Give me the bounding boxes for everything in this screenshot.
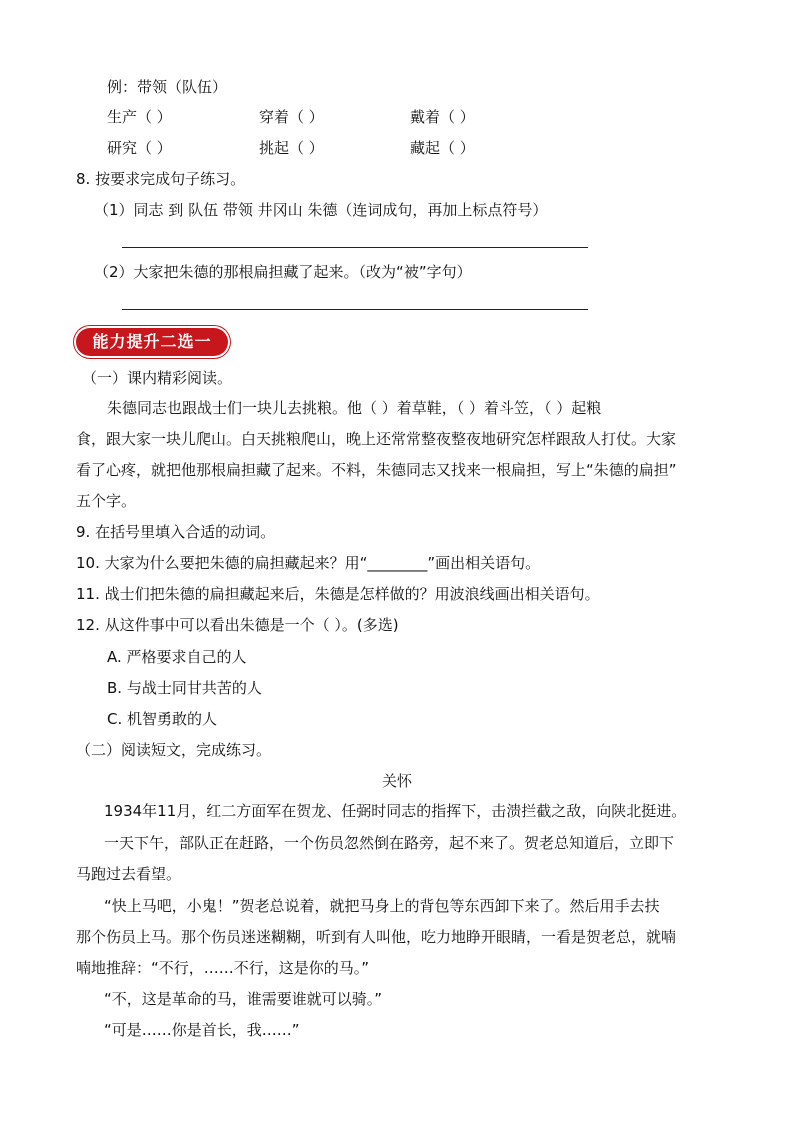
example-item: 戴着（ ） [410, 108, 475, 126]
example-item: 研究（ ） [107, 139, 172, 157]
question-10: 10. 大家为什么要把朱德的扁担藏起来？用“________”画出相关语句。 [76, 554, 541, 572]
option-a: A. 严格要求自己的人 [107, 648, 247, 666]
passage-line: 食，跟大家一块儿爬山。白天挑粮爬山，晚上还常常整夜整夜地研究怎样跟敌人打仗。大家 [76, 430, 677, 448]
section-banner [76, 328, 228, 356]
example-line: 例：带领（队伍） [107, 78, 228, 96]
answer-line-2[interactable] [122, 309, 588, 310]
example-item: 生产（ ） [107, 108, 172, 126]
example-item: 藏起（ ） [410, 139, 475, 157]
question-8-title: 8. 按要求完成句子练习。 [76, 170, 246, 188]
part2-heading: （二）阅读短文，完成练习。 [76, 741, 272, 759]
story-line: “快上马吧，小鬼！”贺老总说着，就把马身上的背包等东西卸下来了。然后用手去扶 [104, 897, 660, 915]
option-b: B. 与战士同甘共苦的人 [107, 679, 262, 697]
passage-line: 五个字。 [76, 492, 137, 510]
story-line: “可是……你是首长，我……” [104, 1021, 300, 1039]
section-banner-label: 能力提升二选一 [92, 332, 212, 351]
story-line: 1934年11月，红二方面军在贺龙、任弼时同志的指挥下，击溃拦截之敌，向陕北挺进。 [104, 802, 687, 820]
example-item: 穿着（ ） [259, 108, 324, 126]
option-c: C. 机智勇敢的人 [107, 710, 218, 728]
story-line: 那个伤员上马。那个伤员迷迷糊糊，听到有人叫他，吃力地睁开眼睛，一看是贺老总，就喃 [76, 928, 677, 946]
story-line: 马跑过去看望。 [76, 865, 182, 883]
question-8-sub2: （2）大家把朱德的那根扁担藏了起来。（改为“被”字句） [94, 263, 472, 281]
story-line: 喃地推辞：“不行，……不行，这是你的马。” [76, 959, 370, 977]
question-9: 9. 在括号里填入合适的动词。 [76, 523, 276, 541]
passage-line: 朱德同志也跟战士们一块儿去挑粮。他（ ）着草鞋，（ ）着斗笠，（ ）起粮 [107, 399, 602, 417]
answer-line-1[interactable] [122, 247, 588, 248]
question-8-sub1: （1）同志 到 队伍 带领 井冈山 朱德（连词成句，再加上标点符号） [94, 201, 548, 219]
question-12: 12. 从这件事中可以看出朱德是一个（ ）。(多选) [76, 616, 399, 634]
part1-heading: （一）课内精彩阅读。 [82, 369, 233, 387]
passage-line: 看了心疼，就把他那根扁担藏了起来。不料，朱德同志又找来一根扁担，写上“朱德的扁担” [76, 461, 677, 479]
question-11: 11. 战士们把朱德的扁担藏起来后，朱德是怎样做的？用波浪线画出相关语句。 [76, 585, 600, 603]
example-item: 挑起（ ） [259, 139, 324, 157]
story-title: 关怀 [381, 772, 412, 790]
story-line: “不，这是革命的马，谁需要谁就可以骑。” [104, 990, 383, 1008]
story-line: 一天下午，部队正在赶路，一个伤员忽然倒在路旁，起不来了。贺老总知道后，立即下 [104, 834, 675, 852]
